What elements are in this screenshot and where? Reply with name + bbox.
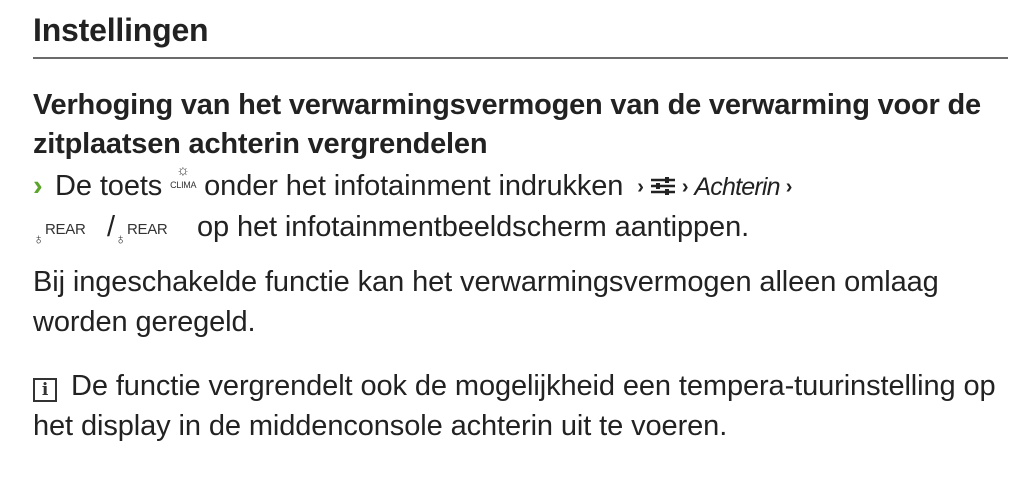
chevron-right-icon: › [681, 176, 689, 198]
document-page [33, 0, 1008, 479]
bullet-chevron-icon: › [33, 170, 43, 202]
info-note [33, 366, 1008, 446]
menu-item-achterin: Achterin [694, 173, 780, 201]
sliders-icon [650, 176, 676, 196]
step-text-end: op het infotainmentbeeldscherm aantippen. [196, 211, 750, 243]
info-note-text: De functie vergrendelt ook de mogelijkheid een tempera-tuurinstelling op het display in de middenconsole achterin uit te voeren. [33, 370, 996, 442]
clima-button-label: CLIMA [170, 180, 197, 190]
section-title: Instellingen [33, 12, 209, 48]
seat-heating-rear-left-icon [33, 210, 107, 248]
seat-heating-rear-right-icon [114, 210, 189, 248]
chevron-right-icon: › [637, 176, 644, 198]
step-text-start: De toets [55, 170, 163, 202]
instruction-step [33, 162, 1008, 248]
subsection-title: Verhoging van het verwarmingsvermogen van de verwarming voor de zitplaatsen achterin vergrendelen [33, 89, 981, 160]
info-icon: i [33, 378, 57, 402]
heading-divider [33, 57, 1008, 59]
seat-icon: ♁ [114, 231, 127, 248]
chevron-right-icon: › [785, 176, 793, 198]
clima-button-icon [170, 162, 197, 197]
seat-left-label: REAR [45, 221, 86, 238]
seat-right-label: REAR [126, 221, 168, 238]
seat-icon: ♁ [33, 231, 45, 248]
sun-icon: ☼ [176, 162, 190, 179]
step-text-middle: onder het infotainment indrukken [204, 170, 624, 202]
separator-slash: / [107, 211, 115, 243]
body-paragraph: Bij ingeschakelde functie kan het verwarmingsvermogen alleen omlaag worden geregeld. [33, 266, 939, 338]
